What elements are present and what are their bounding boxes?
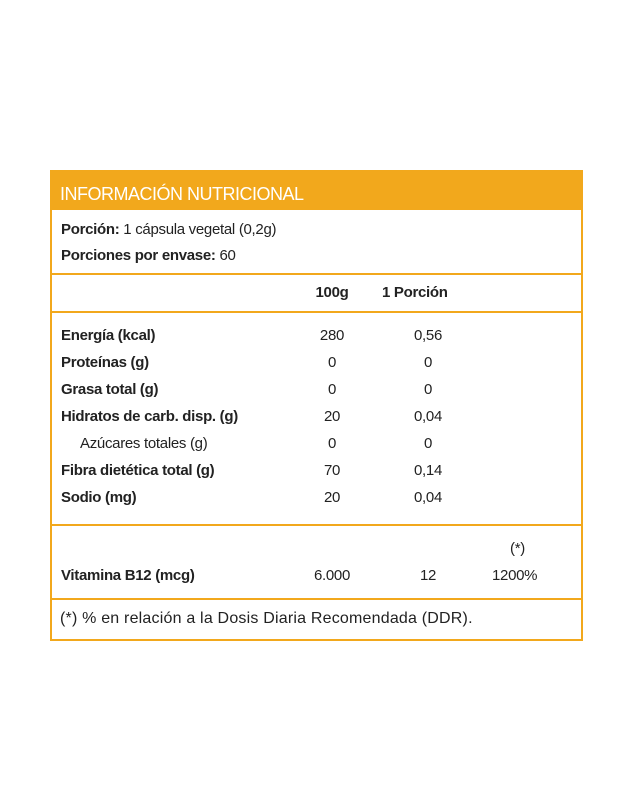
nutrition-facts-table [50, 170, 583, 641]
nutrient-per-100g: 0 [327, 354, 337, 371]
nutrient-name: Grasa total (g) [61, 381, 159, 398]
serving-size-value: 1 cápsula vegetal (0,2g) [119, 221, 277, 238]
nutrient-per-100g: 70 [323, 462, 341, 479]
nutrient-per-portion: 0 [423, 435, 433, 452]
vitamin-per-100g: 6.000 [313, 567, 351, 584]
serving-size-label: Porción: [61, 221, 120, 238]
nutrient-name: Azúcares totales (g) [80, 435, 208, 452]
nutrient-per-portion: 0,56 [414, 327, 442, 344]
divider [52, 273, 581, 275]
nutrient-per-100g: 20 [323, 489, 341, 506]
ddr-marker: (*) [510, 540, 525, 557]
nutrient-name: Hidratos de carb. disp. (g) [61, 408, 238, 425]
divider [52, 524, 581, 526]
serving-size [61, 221, 276, 238]
nutrient-per-100g: 0 [327, 381, 337, 398]
nutrient-per-portion: 0,04 [414, 489, 442, 506]
servings-per-package-label: Porciones por envase: [61, 247, 216, 264]
nutrient-per-portion: 0,04 [414, 408, 442, 425]
nutrient-name: Energía (kcal) [61, 327, 156, 344]
table-title: INFORMACIÓN NUTRICIONAL [52, 172, 581, 210]
footnote: (*) % en relación a la Dosis Diaria Recomendada (DDR). [60, 610, 473, 627]
servings-per-package-value: 60 [215, 247, 236, 264]
nutrient-per-portion: 0,14 [414, 462, 442, 479]
vitamin-name: Vitamina B12 (mcg) [61, 567, 195, 584]
vitamin-ddr-percent: 1200% [492, 567, 538, 584]
nutrient-per-100g: 20 [323, 408, 341, 425]
nutrient-per-100g: 280 [319, 327, 345, 344]
nutrient-per-portion: 0 [423, 381, 433, 398]
column-header-100g: 100g [315, 284, 349, 301]
nutrient-per-portion: 0 [423, 354, 433, 371]
divider [52, 598, 581, 600]
servings-per-package [61, 247, 236, 264]
nutrient-name: Sodio (mg) [61, 489, 137, 506]
nutrient-name: Fibra dietética total (g) [61, 462, 215, 479]
nutrient-per-100g: 0 [327, 435, 337, 452]
vitamin-per-portion: 12 [419, 567, 437, 584]
divider [52, 311, 581, 313]
nutrient-name: Proteínas (g) [61, 354, 149, 371]
column-header-portion: 1 Porción [382, 284, 448, 301]
